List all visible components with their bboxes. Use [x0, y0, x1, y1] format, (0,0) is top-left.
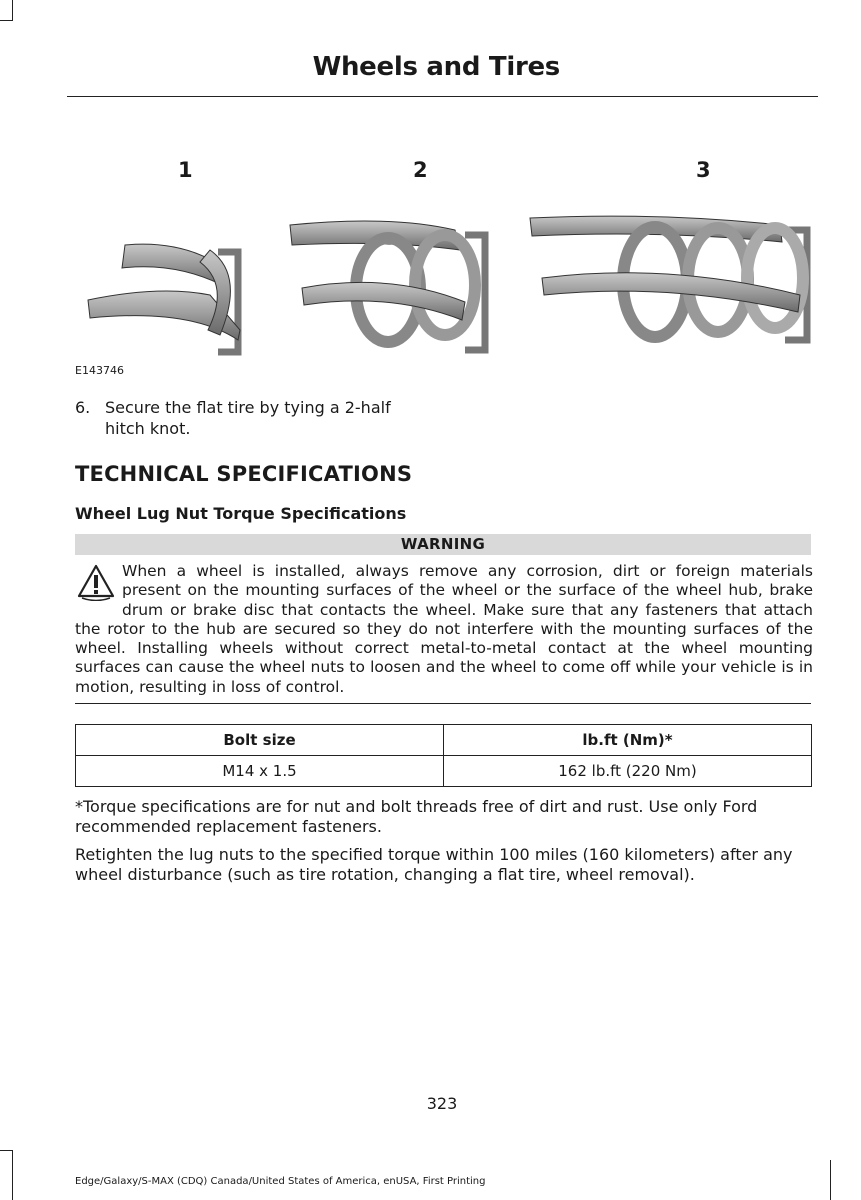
knot-step-1-drawing	[88, 244, 240, 352]
table-row	[76, 756, 812, 787]
footer-edition: Edge/Galaxy/S-MAX (CDQ) Canada/United States of America, enUSA, First Printing	[75, 1176, 486, 1187]
figure-label-3: 3	[696, 158, 711, 182]
column-header-torque: lb.ft (Nm)*	[444, 725, 812, 756]
section-title: TECHNICAL SPECIFICATIONS	[75, 462, 413, 486]
cell-bolt-size: M14 x 1.5	[76, 756, 444, 787]
warning-text	[75, 562, 813, 697]
page-number: 323	[426, 1094, 458, 1113]
torque-footnote: *Torque specifications are for nut and bolt threads free of dirt and rust. Use only Ford recommended replacement fasteners.	[75, 797, 758, 836]
step-text: Secure the flat tire by tying a 2-half hitch knot.	[105, 398, 391, 438]
header-divider	[67, 96, 818, 97]
knot-step-3-drawing	[530, 216, 807, 340]
crop-mark	[0, 1150, 13, 1151]
torque-spec-table	[75, 724, 812, 787]
warning-body: When a wheel is installed, always remove any corrosion, dirt or foreign materials present on the mounting surfaces of the wheel or the surface of the wheel hub, brake drum or brake disc that contacts the wheel. Make sure that any fasteners that attach the rotor to the hub are secured so they do not interfere with the mounting surfaces of the wheel. Installing wheels without correct metal-to-metal contact at the wheel mounting surfaces can cause the wheel nuts to loosen and the wheel to come off while your vehicle is in motion, resulting in loss of control.	[75, 562, 813, 696]
icon-spacer	[75, 562, 122, 618]
figure-id: E143746	[75, 364, 124, 377]
crop-mark	[12, 0, 13, 20]
step-number: 6.	[75, 398, 91, 417]
half-hitch-knot-illustration	[70, 190, 820, 370]
warning-divider	[75, 703, 811, 704]
column-header-bolt-size: Bolt size	[76, 725, 444, 756]
page-header-title: Wheels and Tires	[312, 52, 560, 82]
retighten-paragraph: Retighten the lug nuts to the specified torque within 100 miles (160 kilometers) after any wheel disturbance (such as tire rotation, changing a flat tire, wheel removal).	[75, 845, 793, 884]
warning-label: WARNING	[75, 534, 811, 555]
figure-label-2: 2	[413, 158, 428, 182]
cell-torque: 162 lb.ft (220 Nm)	[444, 756, 812, 787]
instruction-step	[75, 397, 435, 439]
knot-step-2-drawing	[290, 221, 485, 350]
figure-label-1: 1	[178, 158, 193, 182]
crop-mark	[0, 20, 13, 21]
subsection-title: Wheel Lug Nut Torque Specifications	[75, 504, 407, 523]
table-header-row	[76, 725, 812, 756]
crop-mark	[12, 1150, 13, 1200]
crop-mark	[830, 1160, 831, 1200]
